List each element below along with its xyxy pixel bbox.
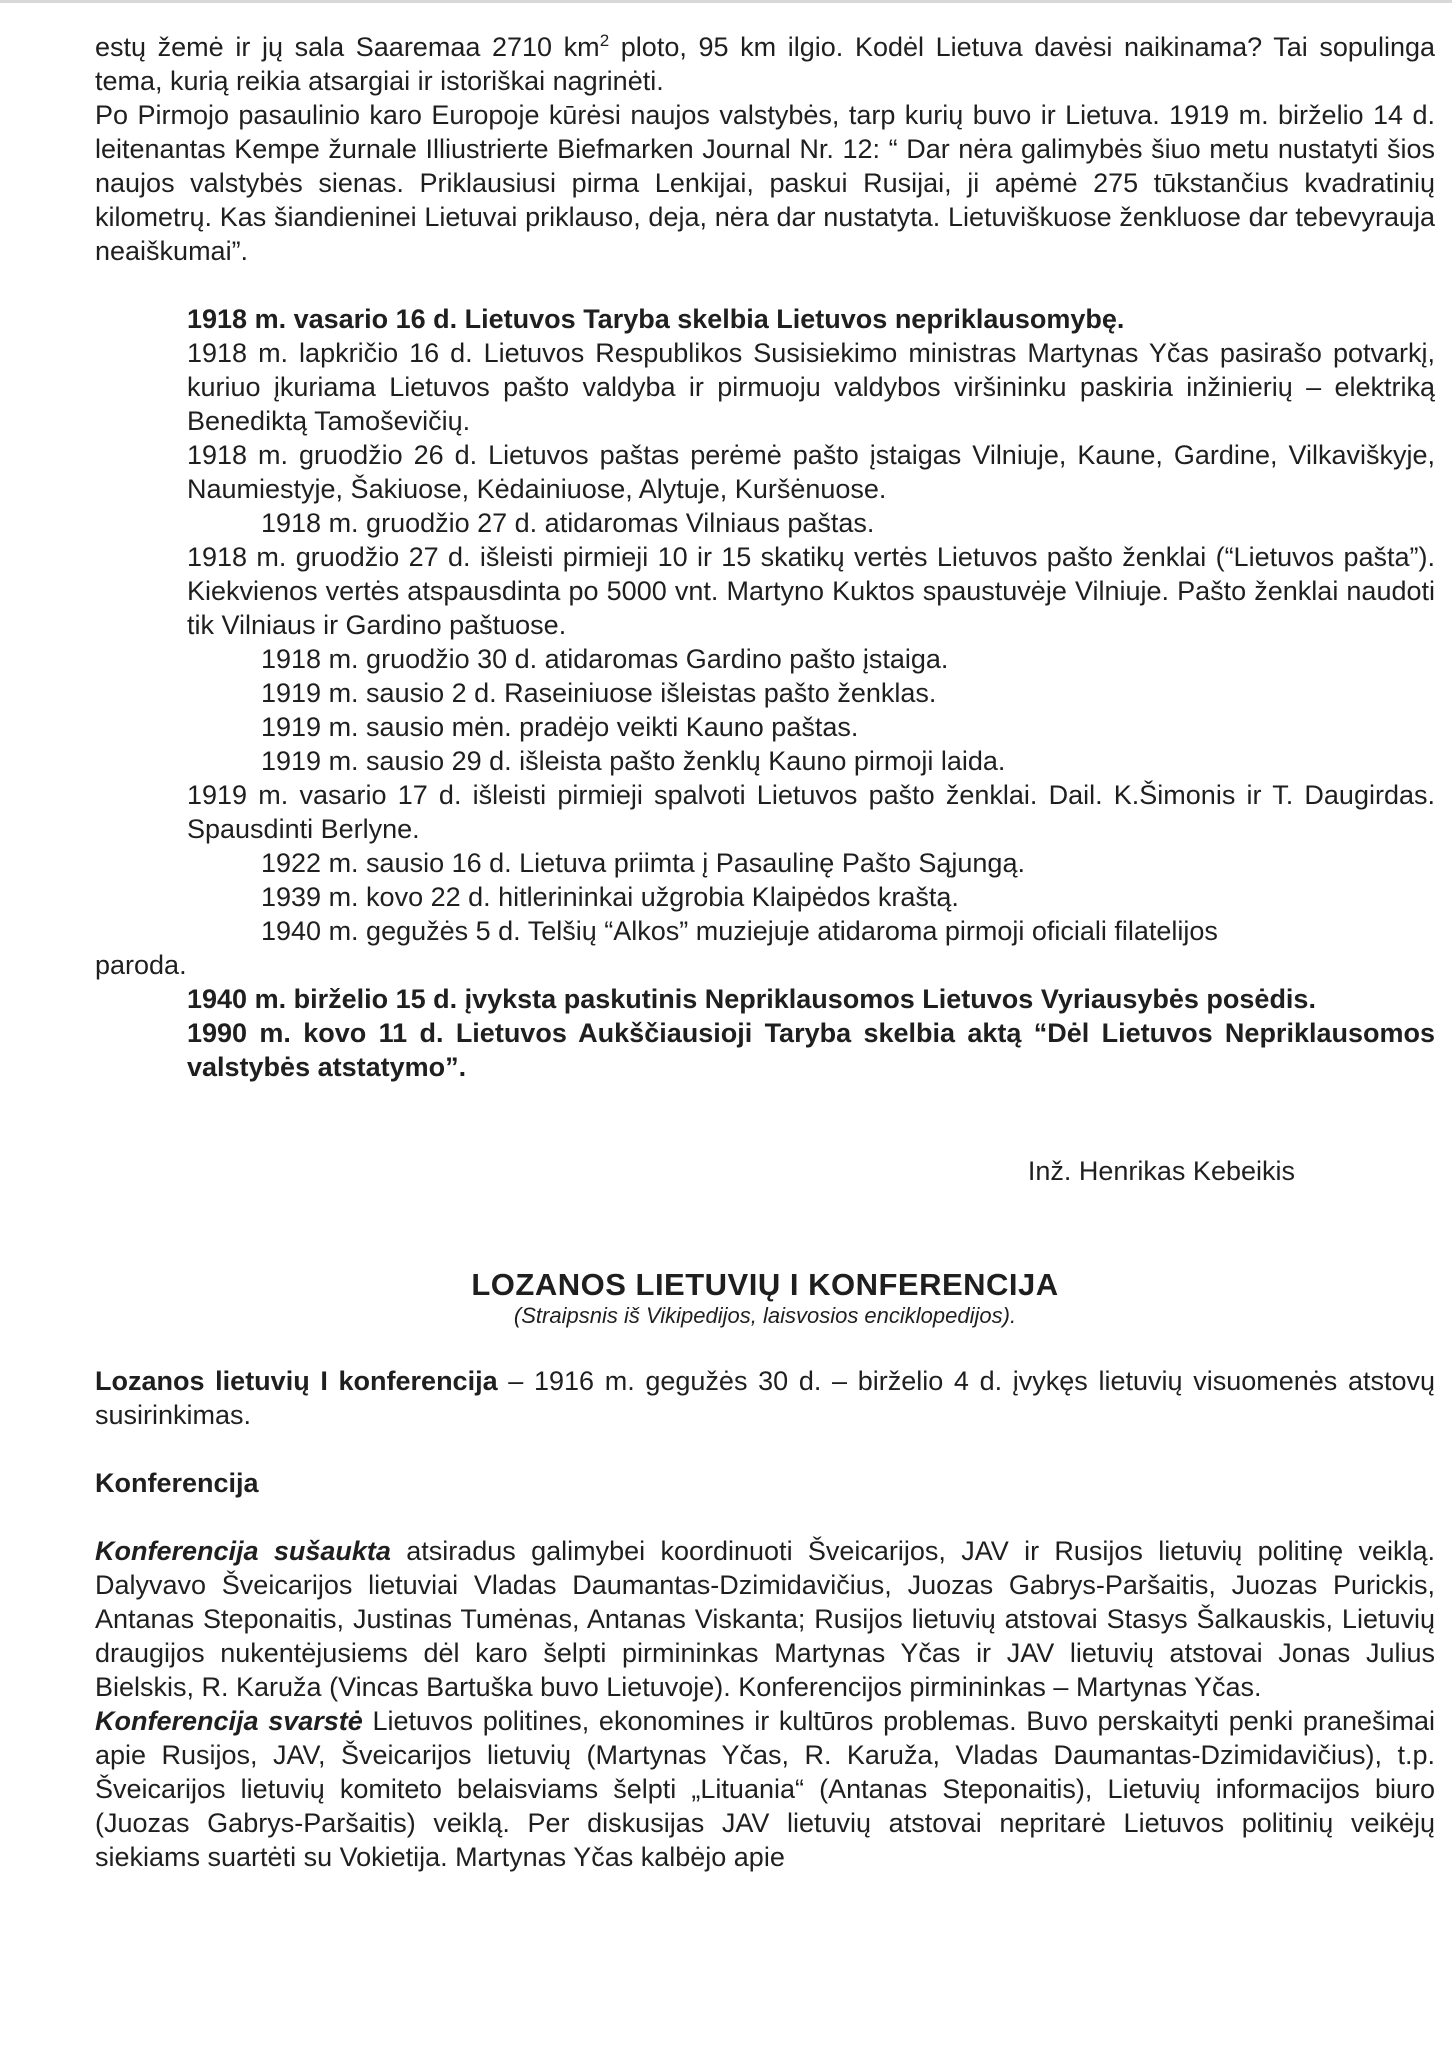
timeline-entry: 1939 m. kovo 22 d. hitlerininkai užgrobia Klaipėdos kraštą.	[261, 882, 959, 912]
timeline-entry: 1922 m. sausio 16 d. Lietuva priimta į Pasaulinę Pašto Sąjungą.	[261, 848, 1025, 878]
superscript: 2	[599, 31, 610, 50]
paragraph-text: atsiradus galimybei koordinuoti Šveicarijos, JAV ir Rusijos lietuvių politinę veiklą. Dalyvavo Šveicarijos lietuviai Vladas Daumantas-Dzimidavičius, Juozas Gabrys-Paršaitis, Juozas Purickis, Antanas Steponaitis, Justinas Tumėnas, Antanas Viskanta; Rusijos lietuvių atstovai Stasys Šalkauskis, Lietuvių draugijos nukentėjusiems dėl karo šelpti pirmininkas Martynas Yčas ir JAV lietuvių atstovai Jonas Julius Bielskis, R. Karuža (Vincas Bartuška buvo Lietuvoje). Konferencijos pirmininkas – Martynas Yčas.	[95, 1536, 1435, 1702]
timeline-entry: 1940 m. gegužės 5 d. Telšių “Alkos” muziejuje atidaroma pirmoji oficiali filatelijos	[261, 916, 1218, 946]
intro-text: estų žemė ir jų sala Saaremaa 2710 km	[95, 32, 600, 62]
timeline	[95, 302, 1435, 1084]
timeline-entry: 1918 m. gruodžio 30 d. atidaromas Gardino pašto įstaiga.	[261, 644, 949, 674]
timeline-entry-continuation: paroda.	[95, 950, 187, 980]
top-rule	[0, 0, 1452, 3]
paragraph-lead: Konferencija sušaukta	[95, 1536, 391, 1566]
body-paragraph-2	[95, 1704, 1435, 1874]
paragraph-text: Lietuvos politines, ekonomines ir kultūros problemas. Buvo perskaityti penki pranešimai apie Rusijos, JAV, Šveicarijos lietuvių (Martynas Yčas, R. Karuža, Vladas Daumantas-Dzimidavičius), t.p. Šveicarijos lietuvių komiteto belaisviams šelpti „Lituania“ (Antanas Steponaitis), Lietuvių informacijos biuro (Juozas Gabrys-Paršaitis) veiklą. Per diskusijas JAV lietuvių atstovai nepritarė Lietuvos politinių veikėjų siekiams suartėti su Vokietija. Martynas Yčas kalbėjo apie	[95, 1706, 1435, 1872]
section-title: LOZANOS LIETUVIŲ I KONFERENCIJA	[471, 1267, 1059, 1302]
subsection-heading: Konferencija	[95, 1468, 259, 1498]
timeline-entry: 1919 m. sausio 29 d. išleista pašto ženklų Kauno pirmoji laida.	[261, 746, 1006, 776]
timeline-entry: 1918 m. gruodžio 27 d. išleisti pirmieji 10 ir 15 skatikų vertės Lietuvos pašto ženklai (“Lietuvos pašta”). Kiekvienos vertės atspausdinta po 5000 vnt. Martyno Kuktos spaustuvėje Vilniuje. Pašto ženklai naudoti tik Vilniaus ir Gardino paštuose.	[187, 542, 1435, 640]
author-signature: Inž. Henrikas Kebeikis	[1027, 1156, 1295, 1186]
timeline-entry: 1918 m. vasario 16 d. Lietuvos Taryba skelbia Lietuvos nepriklausomybę.	[187, 304, 1125, 334]
intro-text-cont: ploto, 95 km ilgio. Kodėl Lietuva davėsi naikinama? Tai sopulinga tema, kurią reikia atsargiai ir istoriškai nagrinėti.	[95, 32, 1435, 96]
timeline-entry: 1918 m. lapkričio 16 d. Lietuvos Respublikos Susisiekimo ministras Martynas Yčas pasirašo potvarkį, kuriuo įkuriama Lietuvos pašto valdyba ir pirmuoju valdybos viršininku paskiria inžinierių – elektriką Benediktą Tamoševičių.	[187, 338, 1435, 436]
timeline-entry: 1918 m. gruodžio 26 d. Lietuvos paštas perėmė pašto įstaigas Vilniuje, Kaune, Gardine, Vilkaviškyje, Naumiestyje, Šakiuose, Kėdainiuose, Alytuje, Kuršėnuose.	[187, 440, 1435, 504]
timeline-entry: 1919 m. sausio mėn. pradėjo veikti Kauno paštas.	[261, 712, 859, 742]
paragraph-lead: Konferencija svarstė	[95, 1706, 363, 1736]
timeline-entry: 1940 m. birželio 15 d. įvyksta paskutinis Nepriklausomos Lietuvos Vyriausybės posėdis.	[187, 984, 1316, 1014]
timeline-entry: 1918 m. gruodžio 27 d. atidaromas Vilniaus paštas.	[261, 508, 875, 538]
lead-text: – 1916 m. gegužės 30 d. – birželio 4 d. įvykęs lietuvių visuomenės atstovų susirinkimas.	[95, 1366, 1435, 1430]
lead-term: Lozanos lietuvių I konferencija	[95, 1366, 498, 1396]
section-subtitle: (Straipsnis iš Vikipedijos, laisvosios enciklopedijos).	[513, 1303, 1017, 1328]
lead-paragraph	[95, 1364, 1435, 1432]
document-page	[95, 30, 1435, 1874]
intro-paragraph-2: Po Pirmojo pasaulinio karo Europoje kūrėsi naujos valstybės, tarp kurių buvo ir Lietuva. 1919 m. birželio 14 d. leitenantas Kempe žurnale Illiustrierte Biefmarken Journal Nr. 12: “ Dar nėra galimybės šiuo metu nustatyti šios naujos valstybės sienas. Priklausiusi pirma Lenkijai, paskui Rusijai, ji apėmė 275 tūkstančius kvadratinių kilometrų. Kas šiandieninei Lietuvai priklauso, deja, nėra dar nustatyta. Lietuviškuose ženkluose dar tebevyrauja neaiškumai”.	[95, 100, 1435, 266]
timeline-entry: 1919 m. sausio 2 d. Raseiniuose išleistas pašto ženklas.	[261, 678, 937, 708]
intro-paragraph-1	[95, 30, 1435, 98]
body-paragraph-1	[95, 1534, 1435, 1704]
timeline-entry: 1990 m. kovo 11 d. Lietuvos Aukščiausioji Taryba skelbia aktą “Dėl Lietuvos Nepriklausomos valstybės atstatymo”.	[187, 1018, 1435, 1082]
timeline-entry: 1919 m. vasario 17 d. išleisti pirmieji spalvoti Lietuvos pašto ženklai. Dail. K.Šimonis ir T. Daugirdas. Spausdinti Berlyne.	[187, 780, 1435, 844]
